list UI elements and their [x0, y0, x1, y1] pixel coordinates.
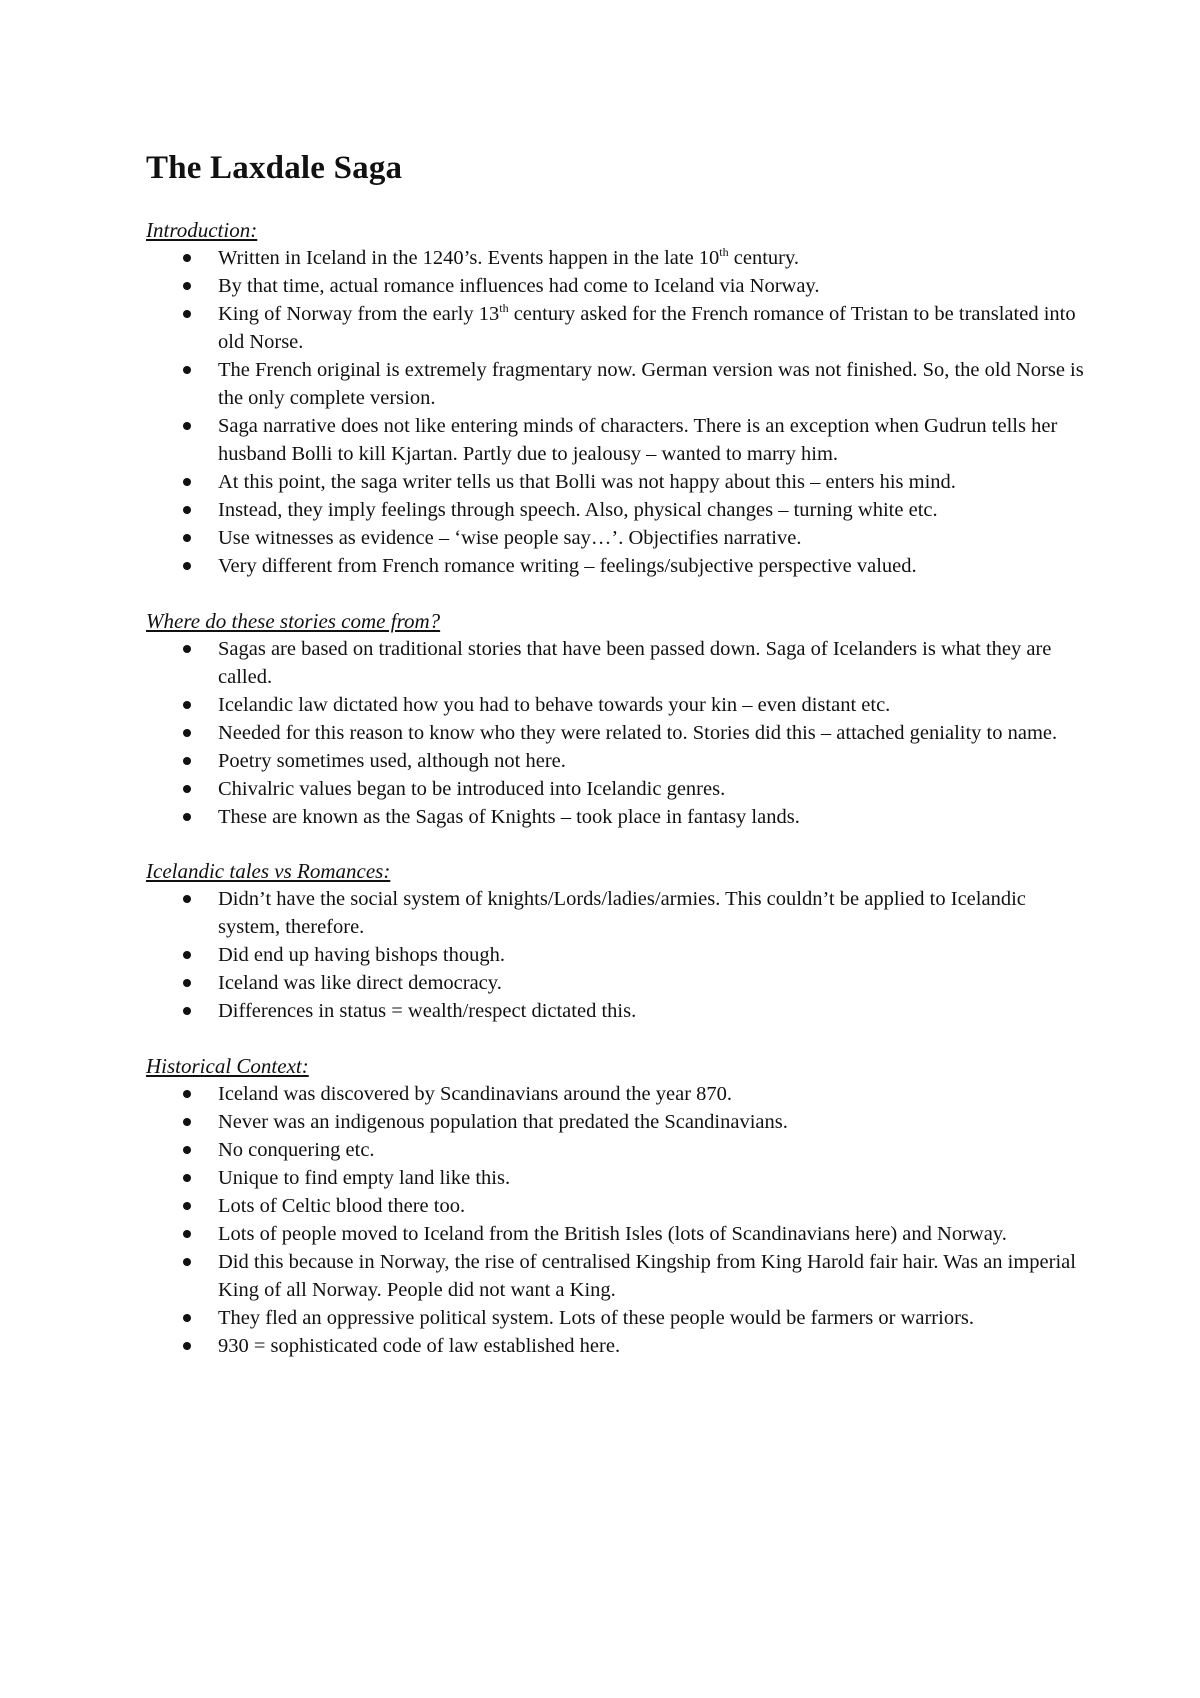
list-item — [146, 1220, 1086, 1248]
bullet-icon — [183, 757, 191, 765]
bullet-list — [146, 1080, 1086, 1360]
list-item — [146, 719, 1086, 747]
bullet-icon — [183, 534, 191, 542]
bullet-icon — [183, 506, 191, 514]
superscript: th — [499, 301, 509, 315]
list-item-text: Poetry sometimes used, although not here. — [218, 749, 566, 772]
list-item-text: Did end up having bishops though. — [218, 944, 505, 966]
section — [146, 1052, 1086, 1360]
bullet-icon — [183, 1342, 191, 1350]
bullet-icon — [183, 1174, 191, 1182]
bullet-icon — [183, 785, 191, 793]
section — [146, 857, 1086, 1025]
list-item-text: Did this because in Norway, the rise of centralised Kingship from King Harold fair hair. Was an imperial King of all Norway. People did not want a King. — [218, 1250, 1076, 1301]
list-item-text: century asked for the French romance of Tristan to be translated into old Norse. — [218, 303, 1076, 353]
list-item-text: They fled an oppressive political system. Lots of these people would be farmers or warriors. — [218, 1306, 975, 1329]
list-item-text: Use witnesses as evidence – ‘wise people say…’. Objectifies narrative. — [218, 527, 802, 549]
bullet-icon — [183, 254, 191, 262]
list-item — [146, 1332, 1086, 1360]
list-item-text: The French original is extremely fragmentary now. German version was not finished. So, the old Norse is the only complete version. — [218, 359, 1084, 409]
bullet-list — [146, 244, 1086, 580]
list-item-text: King of Norway from the early 13 — [218, 303, 500, 325]
section-heading: Introduction: — [146, 218, 258, 242]
bullet-icon — [183, 1118, 191, 1126]
document-title: The Laxdale Saga — [146, 150, 403, 186]
bullet-list — [146, 635, 1086, 831]
bullet-icon — [183, 1314, 191, 1322]
list-item-text: No conquering etc. — [218, 1138, 375, 1161]
list-item — [146, 691, 1086, 719]
list-item-text: Instead, they imply feelings through speech. Also, physical changes – turning white etc. — [218, 499, 938, 521]
bullet-icon — [183, 701, 191, 709]
bullet-icon — [183, 1258, 191, 1266]
bullet-icon — [183, 1146, 191, 1154]
list-item — [146, 969, 1086, 997]
bullet-icon — [183, 729, 191, 737]
list-item — [146, 635, 1086, 691]
list-item-text: 930 = sophisticated code of law established here. — [218, 1334, 621, 1357]
document-body — [146, 142, 1086, 1386]
section-heading: Historical Context: — [146, 1053, 309, 1078]
list-item — [146, 356, 1086, 412]
list-item-text: Written in Iceland in the 1240’s. Events happen in the late 10 — [218, 247, 720, 269]
list-item — [146, 1248, 1086, 1304]
list-item — [146, 552, 1086, 580]
bullet-icon — [183, 366, 191, 374]
bullet-icon — [183, 1090, 191, 1098]
bullet-list — [146, 885, 1086, 1025]
list-item-text: At this point, the saga writer tells us that Bolli was not happy about this – enters his mind. — [218, 471, 956, 493]
list-item — [146, 412, 1086, 468]
list-item-text: Didn’t have the social system of knights/Lords/ladies/armies. This couldn’t be applied to Icelandic system, therefore. — [218, 888, 1026, 938]
bullet-icon — [183, 1202, 191, 1210]
list-item-text: By that time, actual romance influences had come to Iceland via Norway. — [218, 275, 820, 297]
bullet-icon — [183, 562, 191, 570]
bullet-icon — [183, 478, 191, 486]
list-item-text: Lots of people moved to Iceland from the British Isles (lots of Scandinavians here) and Norway. — [218, 1222, 1007, 1245]
list-item-text: Differences in status = wealth/respect dictated this. — [218, 1000, 637, 1022]
list-item — [146, 997, 1086, 1025]
section — [146, 216, 1086, 580]
bullet-icon — [183, 422, 191, 430]
list-item — [146, 244, 1086, 272]
list-item — [146, 803, 1086, 831]
list-item — [146, 775, 1086, 803]
list-item — [146, 1108, 1086, 1136]
list-item — [146, 941, 1086, 969]
bullet-icon — [183, 1007, 191, 1015]
list-item — [146, 1164, 1086, 1192]
list-item — [146, 300, 1086, 356]
section — [146, 607, 1086, 831]
sections-container — [146, 216, 1086, 1360]
section-heading: Where do these stories come from? — [146, 608, 441, 633]
list-item-text: Sagas are based on traditional stories that have been passed down. Saga of Icelanders is what they are called. — [218, 637, 1052, 688]
bullet-icon — [183, 282, 191, 290]
list-item-text: Lots of Celtic blood there too. — [218, 1194, 466, 1217]
list-item — [146, 496, 1086, 524]
list-item-text: century. — [728, 247, 800, 269]
bullet-icon — [183, 1230, 191, 1238]
list-item — [146, 1304, 1086, 1332]
list-item — [146, 272, 1086, 300]
list-item-text: These are known as the Sagas of Knights – took place in fantasy lands. — [218, 805, 800, 828]
list-item — [146, 468, 1086, 496]
bullet-icon — [183, 895, 191, 903]
list-item-text: Saga narrative does not like entering minds of characters. There is an exception when Gudrun tells her husband Bolli to kill Kjartan. Partly due to jealousy – wanted to marry him. — [218, 415, 1058, 465]
section-heading: Icelandic tales vs Romances: — [146, 859, 391, 883]
bullet-icon — [183, 979, 191, 987]
list-item-text: Iceland was discovered by Scandinavians around the year 870. — [218, 1082, 733, 1105]
list-item-text: Never was an indigenous population that predated the Scandinavians. — [218, 1110, 788, 1133]
list-item-text: Iceland was like direct democracy. — [218, 972, 502, 994]
list-item — [146, 1192, 1086, 1220]
list-item — [146, 885, 1086, 941]
list-item — [146, 747, 1086, 775]
bullet-icon — [183, 813, 191, 821]
list-item-text: Chivalric values began to be introduced into Icelandic genres. — [218, 777, 726, 800]
bullet-icon — [183, 951, 191, 959]
list-item-text: Icelandic law dictated how you had to behave towards your kin – even distant etc. — [218, 693, 891, 716]
list-item-text: Very different from French romance writing – feelings/subjective perspective valued. — [218, 555, 917, 577]
list-item-text: Needed for this reason to know who they were related to. Stories did this – attached geniality to name. — [218, 721, 1058, 744]
list-item-text: Unique to find empty land like this. — [218, 1166, 511, 1189]
list-item — [146, 1080, 1086, 1108]
superscript: th — [719, 245, 729, 259]
list-item — [146, 1136, 1086, 1164]
bullet-icon — [183, 645, 191, 653]
bullet-icon — [183, 310, 191, 318]
list-item — [146, 524, 1086, 552]
